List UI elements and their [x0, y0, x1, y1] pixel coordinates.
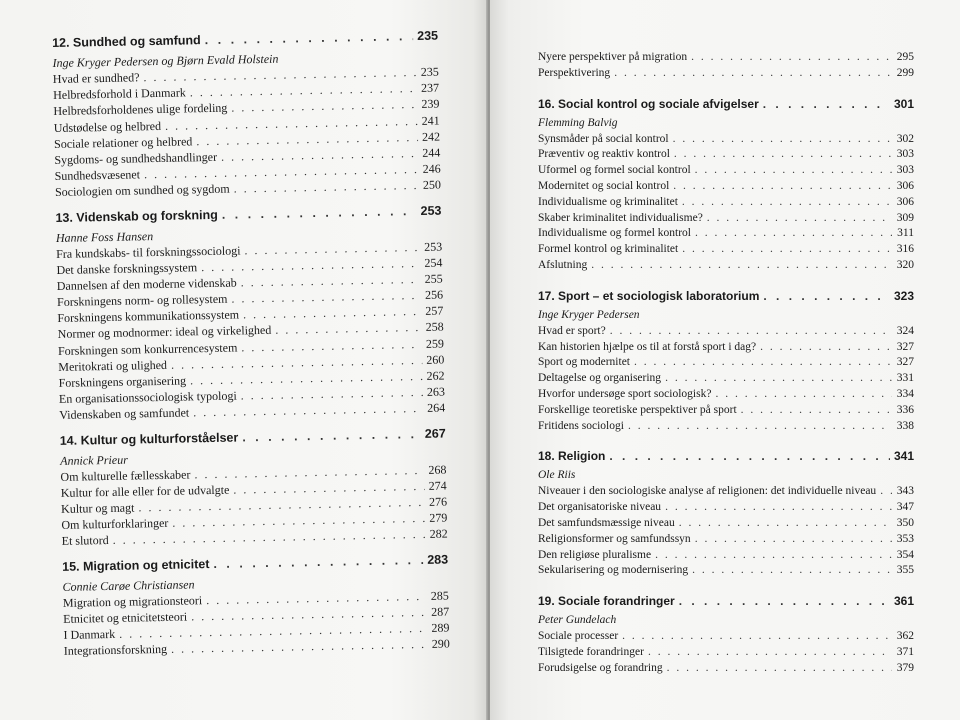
- toc-section-entry-title: Formel kontrol og kriminalitet: [538, 243, 679, 256]
- toc-section-entry: [538, 67, 914, 83]
- toc-section-entry-title: Præventiv og reaktiv kontrol: [538, 148, 670, 161]
- chapter-page-number: 323: [893, 288, 914, 303]
- toc-section-entry-page-number: 262: [426, 368, 445, 383]
- dot-leader: [193, 401, 423, 420]
- dot-leader: [695, 227, 892, 239]
- chapter-heading: [538, 289, 914, 309]
- toc-section-entry-page-number: 268: [428, 462, 447, 477]
- toc-section-entry-page-number: 274: [428, 478, 447, 493]
- toc-section-entry-page-number: 299: [896, 66, 914, 79]
- toc-section-entry-title: Helbredsforholdenes ulige fordeling: [53, 101, 228, 119]
- toc-section-entry: [538, 485, 914, 501]
- chapter-block: [538, 594, 914, 677]
- chapter-author: Annick Prieur: [60, 452, 128, 468]
- toc-section-entry-title: Det samfundsmæssige niveau: [538, 516, 675, 529]
- toc-section-entry: [538, 243, 914, 259]
- toc-section-entry: [538, 227, 914, 243]
- chapter-page-number: 301: [893, 96, 914, 111]
- toc-section-entry-title: Sociale relationer og helbred: [53, 134, 193, 151]
- dot-leader: [707, 212, 892, 224]
- toc-section-entry-page-number: 264: [427, 400, 446, 416]
- toc-section-entry-title: Forskellige teoretiske perspektiver på sport: [538, 403, 737, 416]
- left-toc: [52, 29, 450, 661]
- toc-section-entry-page-number: 263: [426, 384, 446, 400]
- toc-section-entry: [538, 356, 914, 372]
- toc-section-entry-page-number: 290: [431, 636, 450, 651]
- toc-section-entry-title: Sekularisering og modernisering: [538, 564, 689, 577]
- dot-leader: [205, 29, 414, 47]
- dot-leader: [241, 337, 422, 355]
- chapter-page-number: 361: [893, 594, 914, 609]
- toc-section-entry-page-number: 250: [422, 177, 442, 193]
- dot-leader: [213, 552, 423, 570]
- continued-sections: [538, 51, 914, 83]
- chapter-author: Hanne Foss Hansen: [55, 228, 154, 245]
- toc-section-entry-title: Forskningen som konkurrencesystem: [57, 340, 238, 358]
- toc-section-entry-title: Kan historien hjælpe os til at forstå sport i dag?: [538, 340, 757, 353]
- toc-section-entry-title: Sociale processer: [538, 630, 619, 643]
- toc-section-entry: [538, 388, 914, 404]
- toc-section-entry-page-number: 241: [421, 113, 440, 128]
- toc-section-entry-page-number: 343: [896, 485, 914, 498]
- chapter-title: 15. Migration og etnicitet: [62, 556, 210, 574]
- toc-section-entry-page-number: 258: [425, 319, 444, 335]
- toc-section-entry: [538, 517, 914, 533]
- toc-section-entry: [538, 533, 914, 549]
- toc-section-entry-title: Om kulturelle fællesskaber: [60, 466, 191, 484]
- toc-section-entry-title: Modernitet og social kontrol: [538, 179, 670, 192]
- toc-section-entry-title: Fra kundskabs- til forskningssociologi: [56, 242, 241, 261]
- toc-section-entry-page-number: 327: [896, 356, 914, 369]
- dot-leader: [241, 272, 421, 290]
- dot-leader: [243, 304, 422, 322]
- dot-leader: [244, 239, 420, 257]
- toc-section-entry-title: Sport og modernitet: [538, 356, 630, 369]
- toc-section-entry: [538, 164, 914, 180]
- toc-section-entry-page-number: 254: [424, 255, 443, 270]
- toc-section-entry-title: En organisationssociologisk typologi: [58, 388, 237, 407]
- dot-leader: [648, 646, 892, 658]
- toc-section-entry-page-number: 353: [896, 532, 914, 545]
- toc-section-entry-page-number: 311: [897, 227, 914, 240]
- toc-section-entry-title: Meritokrati og ulighed: [58, 357, 168, 374]
- toc-section-entry-page-number: 289: [431, 620, 450, 635]
- dot-leader: [674, 148, 892, 160]
- toc-section-entry-page-number: 302: [896, 132, 914, 145]
- toc-section-entry-page-number: 306: [896, 195, 914, 208]
- toc-section-entry-title: Tilsigtede forandringer: [538, 645, 644, 658]
- toc-section-entry-title: I Danmark: [63, 626, 116, 642]
- dot-leader: [634, 356, 892, 368]
- toc-section-entry-page-number: 235: [420, 64, 439, 79]
- toc-section-entry: [538, 212, 914, 228]
- toc-section-entry-title: Den religiøse pluralisme: [538, 548, 652, 561]
- toc-section-entry: [538, 372, 914, 388]
- dot-leader: [682, 196, 892, 208]
- toc-section-entry-page-number: 259: [425, 336, 445, 351]
- toc-section-entry: [538, 180, 914, 196]
- toc-section-entry-title: Etnicitet og etnicitetsteori: [63, 609, 188, 626]
- toc-section-entry-title: Religionsformer og samfundssyn: [538, 532, 691, 545]
- dot-leader: [763, 289, 890, 303]
- toc-section-entry-title: Integrationsforskning: [63, 641, 168, 658]
- toc-section-entry-page-number: 239: [421, 96, 440, 112]
- toc-section-entry-page-number: 287: [430, 604, 450, 619]
- toc-section-entry: [538, 259, 914, 275]
- toc-section-entry-page-number: 320: [896, 258, 914, 271]
- toc-section-entry-title: Perspektivering: [538, 66, 611, 79]
- toc-section-entry-title: Udstødelse og helbred: [53, 118, 162, 135]
- dot-leader: [610, 325, 892, 337]
- chapter-page-number: 253: [420, 203, 442, 218]
- toc-section-entry-title: Uformel og formel social kontrol: [538, 164, 691, 177]
- dot-leader: [667, 662, 892, 674]
- toc-section-entry-page-number: 260: [426, 352, 445, 367]
- toc-section-entry-title: Forskningens kommunikationssystem: [57, 307, 240, 326]
- toc-section-entry-title: Om kulturforklaringer: [61, 515, 169, 533]
- chapter-block: [60, 426, 448, 550]
- toc-section-entry-page-number: 285: [430, 587, 449, 603]
- toc-section-entry-page-number: 362: [896, 630, 914, 643]
- chapter-block: [55, 203, 445, 424]
- toc-section-entry-page-number: 336: [896, 403, 914, 416]
- toc-section-entry-title: Sundhedsvæsenet: [54, 167, 141, 184]
- chapter-title: 17. Sport – et sociologisk laboratorium: [538, 288, 760, 303]
- dot-leader: [695, 533, 892, 545]
- toc-section-entry-page-number: 309: [896, 211, 914, 224]
- chapter-title: 13. Videnskab og forskning: [55, 207, 218, 225]
- toc-section-entry: [538, 501, 914, 517]
- chapter-title: 19. Sociale forandringer: [538, 594, 675, 609]
- toc-section-entry-title: Nyere perspektiver på migration: [538, 51, 688, 63]
- toc-section-entry-title: Synsmåder på social kontrol: [538, 132, 669, 145]
- dot-leader: [673, 180, 892, 192]
- toc-section-entry-title: Normer og modnormer: ideal og virkelighed: [57, 323, 272, 342]
- toc-section-entry-page-number: 338: [896, 419, 914, 432]
- toc-section-entry: [538, 51, 914, 67]
- right-toc: [538, 51, 914, 678]
- toc-section-entry-page-number: 324: [896, 324, 914, 337]
- dot-leader: [715, 388, 892, 400]
- toc-section-entry-page-number: 282: [429, 526, 448, 542]
- chapter-author: Peter Gundelach: [538, 614, 617, 627]
- chapter-block: [52, 29, 441, 202]
- dot-leader: [609, 449, 890, 463]
- dot-leader: [655, 549, 892, 561]
- chapter-author: Inge Kryger Pedersen og Bjørn Evald Holstein: [52, 51, 279, 70]
- toc-section-entry-page-number: 295: [896, 51, 914, 63]
- dot-leader: [275, 320, 422, 338]
- toc-section-entry-title: Individualisme og kriminalitet: [538, 195, 678, 208]
- chapter-page-number: 341: [893, 449, 914, 464]
- toc-section-entry-title: Niveauer i den sociologiske analyse af religionen: det individuelle niveau: [538, 485, 877, 498]
- dot-leader: [622, 630, 892, 642]
- dot-leader: [695, 164, 892, 176]
- chapter-block: [62, 552, 450, 660]
- chapter-heading: [538, 449, 914, 469]
- toc-section-entry: [538, 148, 914, 164]
- toc-section-entry-title: Kultur for alle eller for de udvalgte: [60, 482, 230, 500]
- toc-section-entry-page-number: 334: [896, 387, 914, 400]
- toc-section-entry-title: Forudsigelse og forandring: [538, 661, 663, 674]
- dot-leader: [665, 372, 892, 384]
- toc-section-entry-title: Hvad er sport?: [538, 324, 606, 337]
- dot-leader: [234, 178, 420, 197]
- toc-section-entry-title: Skaber kriminalitet individualisme?: [538, 211, 703, 224]
- toc-section-entry-title: Et slutord: [61, 533, 109, 549]
- dot-leader: [682, 243, 892, 255]
- dot-leader: [591, 259, 892, 271]
- toc-section-entry-page-number: 279: [429, 510, 448, 525]
- dot-leader: [692, 564, 892, 576]
- toc-section-entry-title: Afslutning: [538, 258, 588, 271]
- toc-section-entry-page-number: 331: [896, 372, 914, 385]
- chapter-author: Inge Kryger Pedersen: [538, 308, 640, 321]
- toc-section-entry-title: Deltagelse og organisering: [538, 372, 662, 385]
- toc-section-entry: [538, 133, 914, 149]
- dot-leader: [691, 51, 892, 63]
- toc-section-entry-page-number: 276: [428, 494, 448, 509]
- toc-section-entry-title: Sygdoms- og sundhedshandlinger: [54, 149, 218, 167]
- chapter-author: Ole Riis: [538, 469, 576, 482]
- toc-section-entry-title: Kultur og magt: [60, 500, 135, 516]
- chapter-title: 14. Kultur og kulturforståelser: [59, 430, 239, 448]
- toc-section-entry-title: Det organisatoriske niveau: [538, 501, 662, 514]
- toc-section-entry-page-number: 246: [422, 161, 441, 177]
- toc-section-entry-title: Dannelsen af den moderne videnskab: [56, 275, 237, 293]
- toc-section-entry-page-number: 237: [420, 80, 440, 96]
- toc-section-entry-title: Sociologien om sundhed og sygdom: [54, 181, 230, 200]
- dot-leader: [763, 97, 890, 111]
- chapter-page-number: 267: [424, 426, 446, 441]
- toc-section-entry-page-number: 255: [424, 271, 443, 286]
- chapter-heading: [538, 97, 914, 117]
- dot-leader: [880, 485, 892, 497]
- toc-section-entry-page-number: 350: [896, 516, 914, 529]
- toc-section-entry-page-number: 242: [421, 129, 441, 144]
- toc-section-entry: [538, 420, 914, 436]
- toc-section-entry-page-number: 306: [896, 179, 914, 192]
- toc-section-entry-title: Fritidens sociologi: [538, 419, 624, 432]
- chapter-heading: [538, 594, 914, 614]
- toc-section-entry: [538, 325, 914, 341]
- chapter-page-number: 235: [417, 28, 439, 43]
- toc-section-entry-page-number: 371: [896, 645, 914, 658]
- toc-section-entry-page-number: 303: [896, 148, 914, 161]
- toc-section-entry-title: Helbredsforhold i Danmark: [53, 85, 186, 103]
- toc-section-entry-page-number: 253: [423, 239, 443, 254]
- toc-section-entry: [538, 196, 914, 212]
- toc-section-entry: [538, 646, 914, 662]
- dot-leader: [741, 404, 892, 416]
- dot-leader: [760, 341, 892, 353]
- toc-section-entry-page-number: 327: [896, 340, 914, 353]
- toc-section-entry-title: Forskningens organisering: [58, 373, 187, 390]
- toc-section-entry: [538, 549, 914, 565]
- toc-section-entry-title: Forskningens norm- og rollesystem: [56, 291, 228, 310]
- chapter-block: [538, 449, 914, 580]
- dot-leader: [242, 427, 421, 444]
- toc-section-entry-title: Videnskaben og samfundet: [59, 405, 190, 423]
- toc-section-entry: [538, 564, 914, 580]
- chapter-block: [538, 97, 914, 275]
- toc-section-entry-page-number: 244: [422, 145, 441, 160]
- dot-leader: [679, 594, 890, 608]
- toc-section-entry-page-number: 379: [896, 661, 914, 674]
- chapter-author: Flemming Balvig: [538, 116, 618, 129]
- chapter-title: 12. Sundhed og samfund: [52, 33, 201, 50]
- chapter-author: Connie Carøe Christiansen: [62, 576, 195, 594]
- toc-section-entry: [538, 404, 914, 420]
- toc-section-entry-title: Migration og migrationsteori: [62, 592, 203, 610]
- toc-section-entry-page-number: 256: [424, 287, 444, 302]
- toc-section-entry-title: Individualisme og formel kontrol: [538, 227, 691, 240]
- dot-leader: [628, 420, 892, 432]
- chapter-page-number: 283: [427, 551, 449, 567]
- chapter-block: [538, 289, 914, 436]
- toc-section-entry-page-number: 303: [896, 164, 914, 177]
- chapter-title: 18. Religion: [538, 449, 606, 464]
- toc-section-entry-page-number: 355: [896, 564, 914, 577]
- dot-leader: [665, 501, 892, 513]
- dot-leader: [222, 204, 417, 222]
- toc-section-entry-page-number: 257: [425, 303, 444, 319]
- right-page: [490, 0, 960, 720]
- dot-leader: [679, 517, 892, 529]
- chapter-title: 16. Social kontrol og sociale afvigelser: [538, 96, 759, 111]
- dot-leader: [614, 67, 892, 79]
- toc-section-entry-title: Det danske forskningssystem: [56, 259, 198, 277]
- toc-section-entry-page-number: 347: [896, 501, 914, 514]
- toc-section-entry-title: Hvorfor undersøge sport sociologisk?: [538, 387, 712, 400]
- toc-section-entry-page-number: 354: [896, 548, 914, 561]
- toc-section-entry: [538, 662, 914, 678]
- toc-section-entry: [538, 341, 914, 357]
- toc-section-entry: [538, 630, 914, 646]
- toc-section-entry-title: Hvad er sundhed?: [52, 70, 140, 86]
- dot-leader: [673, 133, 892, 145]
- toc-section-entry-page-number: 316: [896, 243, 914, 256]
